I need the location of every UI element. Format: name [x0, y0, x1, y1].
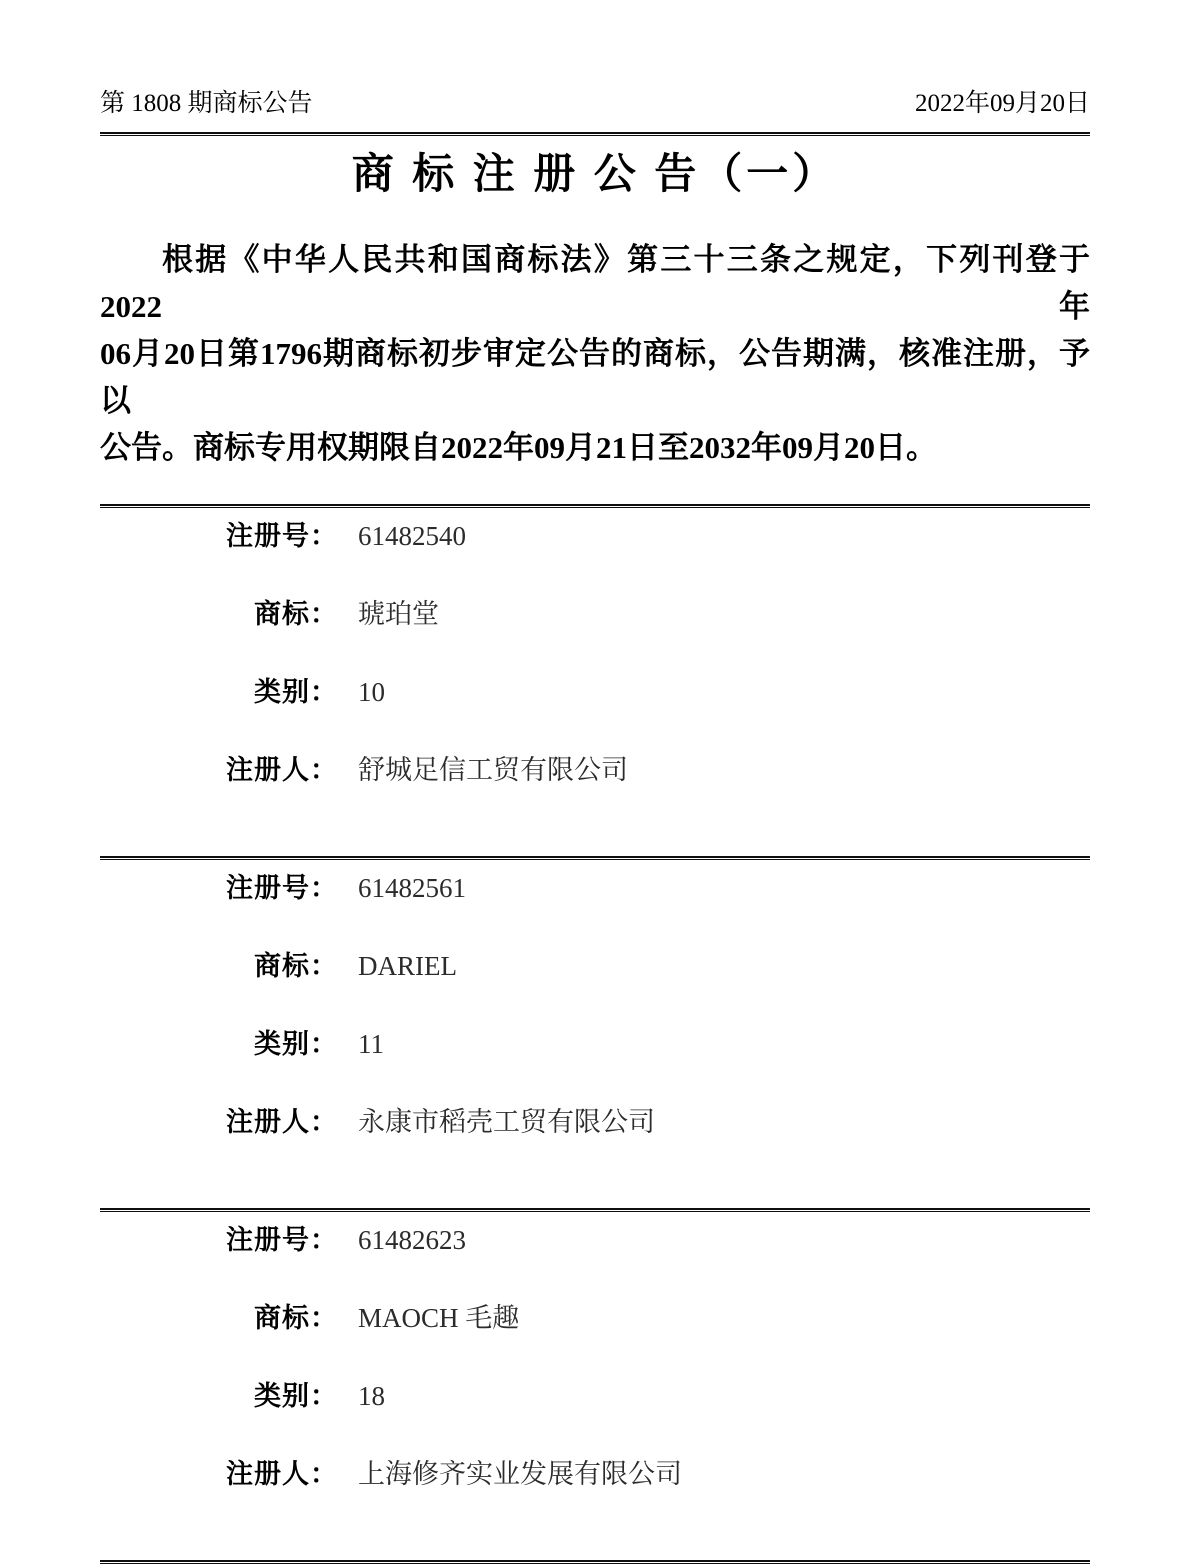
registrant-value: 上海修齐实业发展有限公司 [358, 1459, 682, 1489]
reg-no-value: 61482540 [358, 521, 466, 551]
reg-no-label: 注册号： [226, 1225, 338, 1255]
reg-no-value: 61482561 [358, 873, 466, 903]
trademark-entry [100, 504, 1090, 856]
class-label: 类别： [254, 677, 338, 707]
field-row-class [100, 1381, 1090, 1411]
intro-line-2: 06月20日第1796期商标初步审定公告的商标，公告期满，核准注册，予以 [100, 336, 1090, 418]
class-value: 10 [358, 677, 385, 707]
trademark-value: 琥珀堂 [358, 599, 439, 629]
registrant-label: 注册人： [226, 755, 338, 785]
intro-paragraph [100, 236, 1090, 471]
trademark-label: 商标： [254, 1303, 338, 1333]
class-label: 类别： [254, 1029, 338, 1059]
registrant-label: 注册人： [226, 1459, 338, 1489]
trademark-value: MAOCH 毛趣 [358, 1303, 520, 1333]
field-row-class [100, 1029, 1090, 1059]
trademark-entry [100, 856, 1090, 1208]
header-date: 2022年09月20日 [914, 90, 1090, 117]
field-row-reg-no [100, 1225, 1090, 1255]
issue-number: 第 1808 期商标公告 [100, 90, 313, 117]
bottom-rule [100, 1560, 1090, 1564]
trademark-value: DARIEL [358, 951, 457, 981]
reg-no-label: 注册号： [226, 521, 338, 551]
field-row-trademark [100, 599, 1090, 629]
reg-no-value: 61482623 [358, 1225, 466, 1255]
intro-line-1: 根据《中华人民共和国商标法》第三十三条之规定，下列刊登于2022年 [100, 242, 1090, 324]
class-value: 11 [358, 1029, 384, 1059]
field-row-registrant [100, 755, 1090, 785]
class-value: 18 [358, 1381, 385, 1411]
trademark-entry-list [100, 504, 1090, 1564]
registrant-value: 永康市稻壳工贸有限公司 [358, 1107, 655, 1137]
registrant-value: 舒城足信工贸有限公司 [358, 755, 628, 785]
field-row-reg-no [100, 521, 1090, 551]
intro-line-3: 公告。商标专用权期限自2022年09月21日至2032年09月20日。 [100, 430, 937, 465]
registrant-label: 注册人： [226, 1107, 338, 1137]
trademark-label: 商标： [254, 951, 338, 981]
field-row-trademark [100, 1303, 1090, 1333]
page-title: 商 标 注 册 公 告（一） [351, 152, 839, 198]
class-label: 类别： [254, 1381, 338, 1411]
header-rule [100, 132, 1090, 136]
trademark-label: 商标： [254, 599, 338, 629]
field-row-class [100, 677, 1090, 707]
field-row-registrant [100, 1459, 1090, 1489]
field-row-reg-no [100, 873, 1090, 903]
page-header [100, 88, 1090, 120]
reg-no-label: 注册号： [226, 873, 338, 903]
trademark-entry [100, 1208, 1090, 1560]
field-row-registrant [100, 1107, 1090, 1137]
field-row-trademark [100, 951, 1090, 981]
